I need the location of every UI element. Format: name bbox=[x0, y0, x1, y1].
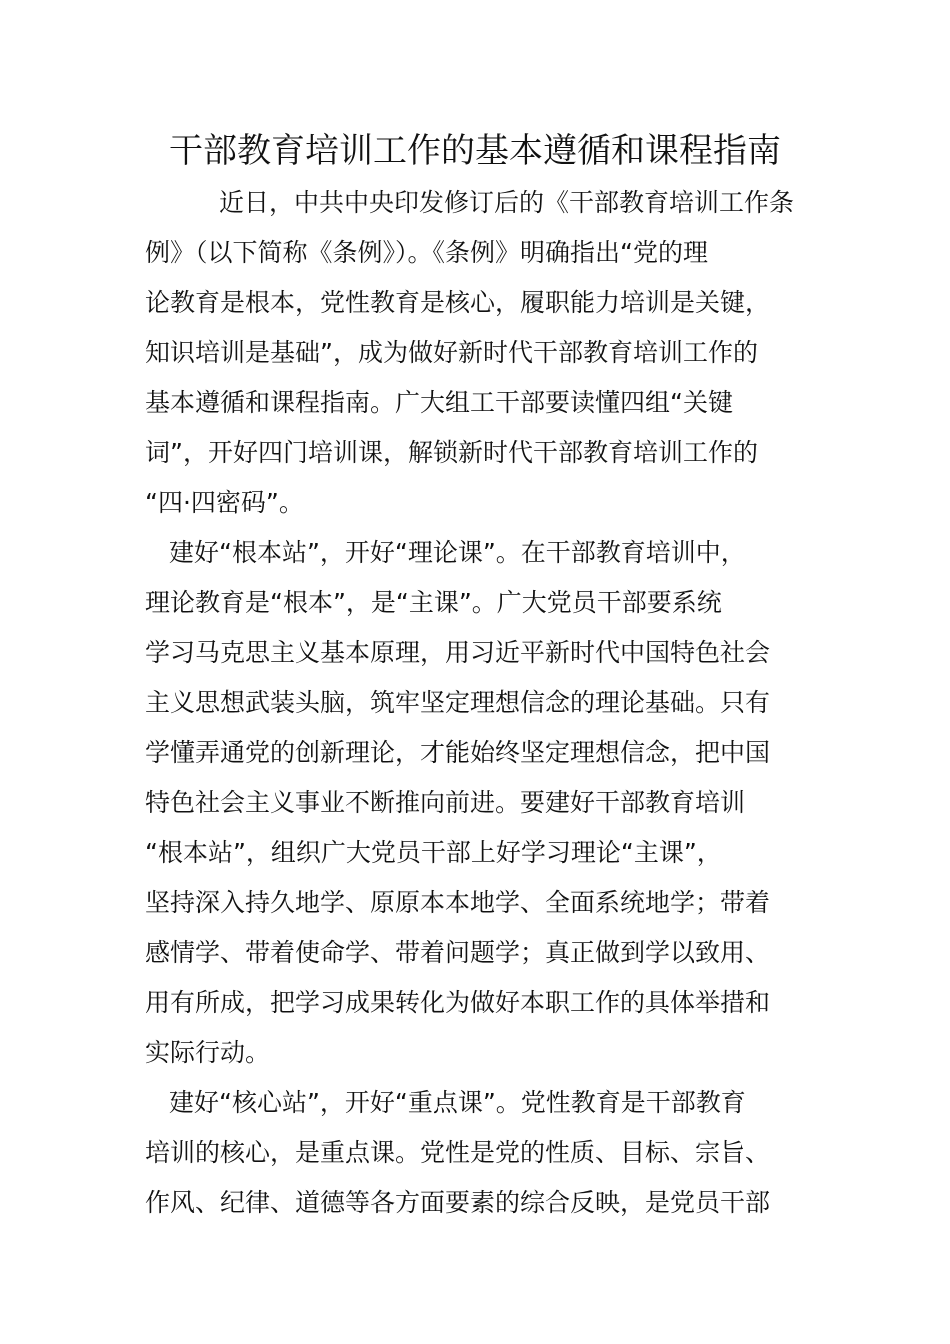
document-body bbox=[145, 178, 815, 1228]
body-line: 词”，开好四门培训课，解锁新时代干部教育培训工作的 bbox=[145, 438, 758, 467]
body-line: 论教育是根本，党性教育是核心，履职能力培训是关键， bbox=[145, 288, 771, 317]
body-line: “根本站”，组织广大党员干部上好学习理论“主课”， bbox=[145, 838, 722, 867]
body-line: 培训的核心，是重点课。党性是党的性质、目标、宗旨、 bbox=[145, 1138, 771, 1167]
body-line: 知识培训是基础”，成为做好新时代干部教育培训工作的 bbox=[145, 338, 758, 367]
section-heading-line: 建好“核心站”，开好“重点课”。党性教育是干部教育 bbox=[169, 1088, 746, 1117]
body-line: 学懂弄通党的创新理论，才能始终坚定理想信念，把中国 bbox=[145, 738, 771, 767]
body-line: 实际行动。 bbox=[145, 1038, 271, 1067]
body-line: 作风、纪律、道德等各方面要素的综合反映，是党员干部 bbox=[145, 1188, 771, 1217]
body-line: 近日，中共中央印发修订后的《干部教育培训工作条 bbox=[219, 188, 795, 217]
body-line: 用有所成，把学习成果转化为做好本职工作的具体举措和 bbox=[145, 988, 771, 1017]
body-line: 感情学、带着使命学、带着问题学；真正做到学以致用、 bbox=[145, 938, 771, 967]
body-line: 基本遵循和课程指南。广大组工干部要读懂四组“关键 bbox=[145, 388, 733, 417]
body-line: 特色社会主义事业不断推向前进。要建好干部教育培训 bbox=[145, 788, 746, 817]
body-line: 主义思想武装头脑，筑牢坚定理想信念的理论基础。只有 bbox=[145, 688, 771, 717]
body-line: 坚持深入持久地学、原原本本地学、全面系统地学；带着 bbox=[145, 888, 771, 917]
section-heading-line: 建好“根本站”，开好“理论课”。在干部教育培训中， bbox=[169, 538, 746, 567]
body-line: 学习马克思主义基本原理，用习近平新时代中国特色社会 bbox=[145, 638, 771, 667]
body-line: “四·四密码”。 bbox=[145, 488, 304, 517]
document-title: 干部教育培训工作的基本遵循和课程指南 bbox=[169, 131, 781, 171]
body-line: 理论教育是“根本”，是“主课”。广大党员干部要系统 bbox=[145, 588, 722, 617]
body-line: 例》（以下简称《条例》）。《条例》明确指出“党的理 bbox=[145, 238, 708, 267]
